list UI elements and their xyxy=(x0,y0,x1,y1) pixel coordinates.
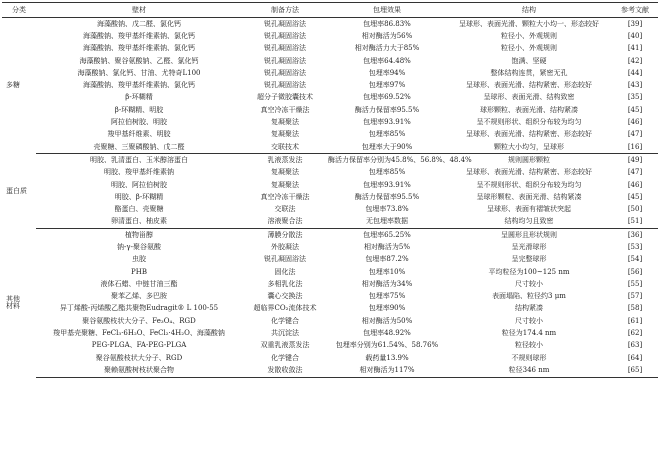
structure-cell: 球形颗粒、表面光滑、结构紧凑 xyxy=(480,105,578,114)
wall-material-cell: 海藻酸钠、羧甲基纤维素钠、氯化钙 xyxy=(83,81,195,90)
structure-cell: 平均粒径为100~125 nm xyxy=(488,267,570,276)
reference-cell: [64] xyxy=(627,353,643,362)
encapsulation-effect-cell: 包埋率73.8% xyxy=(365,205,409,214)
reference-cell: [39] xyxy=(627,19,643,28)
encapsulation-effect-cell: 相对酶活为34% xyxy=(361,279,413,288)
wall-material-cell: 壳聚糖、三聚磷酸钠、戊二醛 xyxy=(36,141,242,154)
structure-cell: 呈球形、表面光滑、结构紧密、形态较好 xyxy=(466,130,592,139)
reference-cell: [47] xyxy=(627,168,643,177)
category-cell: 蛋白质 xyxy=(6,186,27,195)
table-row xyxy=(2,18,658,31)
encapsulation-effect-cell: 酶活力保留率分别为45.8%、56.8%、48.4% xyxy=(328,155,472,164)
structure-cell: 饱满、坚硬 xyxy=(511,56,547,65)
table-row xyxy=(2,55,658,67)
preparation-method-cell: 复凝聚法 xyxy=(271,180,299,189)
reference-cell: [63] xyxy=(627,341,643,350)
encapsulation-effect-cell: 包埋率分别为61.54%、58.76% xyxy=(335,341,439,350)
preparation-method-cell: 交联技术 xyxy=(242,141,328,154)
table-row xyxy=(2,179,658,191)
table-row xyxy=(2,104,658,116)
wall-material-cell: 聚谷氨酸枝状大分子、RGD xyxy=(95,353,183,362)
reference-cell: [41] xyxy=(627,44,643,53)
table-row xyxy=(2,79,658,91)
encapsulation-effect-cell: 包埋率94% xyxy=(368,68,406,77)
table-row xyxy=(2,141,658,154)
table-row xyxy=(2,229,658,242)
table-row xyxy=(2,364,658,377)
encapsulation-effect-cell: 包埋率10% xyxy=(368,267,406,276)
encapsulation-effect-cell: 相对酶活为50% xyxy=(361,316,413,325)
structure-cell: 粒径较小 xyxy=(515,341,543,350)
wall-material-cell: 异丁烯酸-丙烯酸乙酯共聚物Eudragit® L 100-55 xyxy=(59,304,219,313)
encapsulation-effect-cell: 包埋率93.91% xyxy=(363,180,411,189)
preparation-method-cell: 多相乳化法 xyxy=(267,279,303,288)
microencapsulation-table xyxy=(2,2,658,378)
wall-material-cell: 酪蛋白、壳聚糖 xyxy=(114,205,164,214)
reference-cell: [58] xyxy=(627,304,643,313)
reference-cell: [54] xyxy=(627,255,643,264)
structure-cell: 呈光滑球形 xyxy=(511,242,547,251)
wall-material-cell: 海藻酸钠、羧甲基纤维素钠、氯化钙 xyxy=(83,44,195,53)
wall-material-cell: 聚谷氨酸枝状大分子、Fe₃O₄、RGD xyxy=(82,316,196,325)
preparation-method-cell: 锐孔凝固浴法 xyxy=(264,19,306,28)
structure-cell: 呈球形、表面光滑、结构紧密、形态较好 xyxy=(466,168,592,177)
encapsulation-effect-cell: 相对酶活为5% xyxy=(363,242,411,251)
header-wall-material: 壁材 xyxy=(36,3,242,18)
structure-cell: 颗粒大小均匀，呈球形 xyxy=(446,141,612,154)
encapsulation-effect-cell: 包埋率93.91% xyxy=(363,118,411,127)
structure-cell: 呈完整球形 xyxy=(511,255,547,264)
wall-material-cell: 羧甲基纤维素、明胶 xyxy=(107,130,171,139)
wall-material-cell: 明胶、β-环糊精 xyxy=(114,192,164,201)
preparation-method-cell: 真空冷冻干燥法 xyxy=(260,105,310,114)
header-structure: 结构 xyxy=(446,3,612,18)
structure-cell: 呈球形、表面光滑、结构致密 xyxy=(483,93,575,102)
reference-cell: [44] xyxy=(627,68,643,77)
wall-material-cell: 明胶、乳清蛋白、玉米醇溶蛋白 xyxy=(90,155,188,164)
encapsulation-effect-cell: 无包埋率数据 xyxy=(328,216,446,229)
table-row xyxy=(2,266,658,278)
reference-cell: [55] xyxy=(627,279,643,288)
table-row xyxy=(2,67,658,79)
category-cell: 多糖 xyxy=(6,81,20,90)
structure-cell: 呈球形、表面光滑、颗粒大小均一、形态较好 xyxy=(459,19,599,28)
table-row xyxy=(2,154,658,167)
table-row xyxy=(2,327,658,339)
wall-material-cell: 海藻酸钠、聚谷氨酸钠、乙醛、氯化钙 xyxy=(79,56,199,65)
preparation-method-cell: 锐孔凝固浴法 xyxy=(264,56,306,65)
reference-cell: [45] xyxy=(627,105,643,114)
structure-cell: 表面塌陷、粒径约3 μm xyxy=(492,292,566,301)
structure-cell: 结构均匀且致密 xyxy=(446,216,612,229)
preparation-method-cell: 双重乳液蒸发法 xyxy=(260,341,310,350)
wall-material-cell: 卵清蛋白、柚皮素 xyxy=(36,216,242,229)
encapsulation-effect-cell: 包埋率69.52% xyxy=(363,93,411,102)
structure-cell: 粒径小、外观规则 xyxy=(501,44,557,53)
reference-cell: [42] xyxy=(627,56,643,65)
preparation-method-cell: 交联法 xyxy=(274,205,296,214)
reference-cell: [36] xyxy=(627,230,643,239)
encapsulation-effect-cell: 相对酶活为117% xyxy=(328,364,446,377)
header-encapsulation-effect: 包埋效果 xyxy=(328,3,446,18)
table-row xyxy=(2,340,658,352)
encapsulation-effect-cell: 包埋率86.83% xyxy=(363,19,411,28)
table-row xyxy=(2,203,658,215)
table-row xyxy=(2,241,658,253)
reference-cell: [62] xyxy=(627,329,643,338)
table-row xyxy=(2,129,658,141)
wall-material-cell: 羧甲基壳聚糖、FeCl₃·6H₂O、FeCl₂·4H₂O、海藻酸钠 xyxy=(53,329,225,338)
encapsulation-effect-cell: 酶活力保留率95.5% xyxy=(354,105,420,114)
preparation-method-cell: 超临界CO₂流体技术 xyxy=(253,304,317,313)
reference-cell: [61] xyxy=(627,316,643,325)
preparation-method-cell: 真空冷冻干燥法 xyxy=(260,192,310,201)
encapsulation-effect-cell: 包埋率75% xyxy=(368,292,406,301)
wall-material-cell: 明胶、阿拉伯树胶 xyxy=(111,180,167,189)
reference-cell: [49] xyxy=(627,155,643,164)
preparation-method-cell: 发散收敛法 xyxy=(242,364,328,377)
table-row xyxy=(2,254,658,266)
encapsulation-effect-cell: 酶活力保留率95.5% xyxy=(354,192,420,201)
table-body xyxy=(2,18,658,378)
structure-cell: 粒径为174.4 nm xyxy=(501,329,557,338)
table-row xyxy=(2,315,658,327)
encapsulation-effect-cell: 包埋率85% xyxy=(368,168,406,177)
preparation-method-cell: 锐孔凝固浴法 xyxy=(264,255,306,264)
preparation-method-cell: 囊心交换法 xyxy=(267,292,303,301)
wall-material-cell: 液体石蜡、中链甘油三酯 xyxy=(100,279,178,288)
structure-cell: 粒径小、外观规则 xyxy=(501,31,557,40)
reference-cell: [46] xyxy=(627,180,643,189)
wall-material-cell: 聚苯乙烯、多巴胺 xyxy=(111,292,167,301)
structure-cell: 呈球形颗粒、表面光滑、结构紧凑 xyxy=(476,192,582,201)
encapsulation-effect-cell: 包埋率85% xyxy=(368,130,406,139)
preparation-method-cell: 复凝聚法 xyxy=(271,168,299,177)
table-row xyxy=(2,167,658,179)
preparation-method-cell: 溶液聚合法 xyxy=(242,216,328,229)
wall-material-cell: 海藻酸钠、氯化钙、甘油、尤特奇L100 xyxy=(77,68,201,77)
table-row xyxy=(2,291,658,303)
preparation-method-cell: 共沉淀法 xyxy=(271,329,299,338)
table-row xyxy=(2,30,658,42)
structure-cell: 不规则球形 xyxy=(511,353,547,362)
wall-material-cell: 阿拉伯树胶、明胶 xyxy=(111,118,167,127)
structure-cell: 呈圆形且形状规则 xyxy=(501,230,557,239)
encapsulation-effect-cell: 包埋率97% xyxy=(368,81,406,90)
preparation-method-cell: 锐孔凝固浴法 xyxy=(264,68,306,77)
encapsulation-effect-cell: 包埋率90% xyxy=(368,304,406,313)
reference-cell: [51] xyxy=(612,216,658,229)
structure-cell: 规则圆形颗粒 xyxy=(508,155,550,164)
reference-cell: [46] xyxy=(627,118,643,127)
table-row xyxy=(2,191,658,203)
preparation-method-cell: 固化法 xyxy=(274,267,296,276)
reference-cell: [43] xyxy=(627,81,643,90)
wall-material-cell: 聚赖氨酸树枝状聚合物 xyxy=(36,364,242,377)
encapsulation-effect-cell: 包埋率大于90% xyxy=(328,141,446,154)
encapsulation-effect-cell: 相对酶活力大于85% xyxy=(354,44,420,53)
structure-cell: 呈不规则形状、组织分布较为均匀 xyxy=(476,180,582,189)
encapsulation-effect-cell: 载药量13.9% xyxy=(365,353,409,362)
wall-material-cell: PEG-PLGA、FA-PEG-PLGA xyxy=(91,341,187,350)
preparation-method-cell: 锐孔凝固浴法 xyxy=(264,31,306,40)
preparation-method-cell: 化学键合 xyxy=(271,316,299,325)
reference-cell: [65] xyxy=(612,364,658,377)
wall-material-cell: 钠-γ-聚谷氨酸 xyxy=(117,242,161,251)
structure-cell: 粒径346 nm xyxy=(446,364,612,377)
header-preparation-method: 制备方法 xyxy=(242,3,328,18)
wall-material-cell: 植物甾醇 xyxy=(125,230,153,239)
reference-cell: [50] xyxy=(627,205,643,214)
structure-cell: 整体结构连贯，紧密无孔 xyxy=(490,68,568,77)
preparation-method-cell: 超分子微胶囊技术 xyxy=(257,93,313,102)
structure-cell: 呈球形、表面光滑、结构紧密、形态较好 xyxy=(466,81,592,90)
encapsulation-effect-cell: 包埋率87.2% xyxy=(365,255,409,264)
structure-cell: 尺寸较小 xyxy=(515,279,543,288)
encapsulation-effect-cell: 包埋率65.25% xyxy=(363,230,411,239)
reference-cell: [56] xyxy=(627,267,643,276)
wall-material-cell: PHB xyxy=(131,267,147,276)
structure-cell: 结构紧凑 xyxy=(515,304,543,313)
table-row xyxy=(2,116,658,128)
structure-cell: 呈不规则形状、组织分布较为均匀 xyxy=(476,118,582,127)
table-row xyxy=(2,278,658,290)
reference-cell: [53] xyxy=(627,242,643,251)
encapsulation-effect-cell: 包埋率64.48% xyxy=(363,56,411,65)
table-row xyxy=(2,43,658,55)
preparation-method-cell: 锐孔凝固浴法 xyxy=(264,44,306,53)
header-reference: 参考文献 xyxy=(612,3,658,18)
header-row xyxy=(2,3,658,18)
wall-material-cell: β-环糊精、明胶 xyxy=(114,105,164,114)
table-row xyxy=(2,352,658,364)
preparation-method-cell: 复凝聚法 xyxy=(271,118,299,127)
preparation-method-cell: 外胶凝法 xyxy=(271,242,299,251)
reference-cell: [45] xyxy=(627,192,643,201)
reference-cell: [57] xyxy=(627,292,643,301)
reference-cell: [16] xyxy=(612,141,658,154)
preparation-method-cell: 乳液蒸发法 xyxy=(267,155,303,164)
wall-material-cell: 海藻酸钠、戊二醛、氯化钙 xyxy=(97,19,181,28)
table-row xyxy=(2,92,658,104)
category-cell: 其他 材料 xyxy=(6,294,20,310)
preparation-method-cell: 复凝聚法 xyxy=(271,130,299,139)
structure-cell: 呈球形、表面有褶皱状突起 xyxy=(487,205,571,214)
reference-cell: [35] xyxy=(627,93,643,102)
preparation-method-cell: 化学键合 xyxy=(271,353,299,362)
wall-material-cell: 海藻酸钠、羧甲基纤维素钠、氯化钙 xyxy=(83,31,195,40)
wall-material-cell: 明胶、羧甲基纤维素钠 xyxy=(104,168,174,177)
reference-cell: [47] xyxy=(627,130,643,139)
wall-material-cell: 虫胶 xyxy=(132,255,146,264)
encapsulation-effect-cell: 包埋率48.92% xyxy=(363,329,411,338)
wall-material-cell: β-环糊精 xyxy=(125,93,153,102)
header-category: 分类 xyxy=(2,3,36,18)
encapsulation-effect-cell: 相对酶活为56% xyxy=(361,31,413,40)
reference-cell: [40] xyxy=(627,31,643,40)
structure-cell: 尺寸较小 xyxy=(515,316,543,325)
preparation-method-cell: 薄膜分散法 xyxy=(267,230,303,239)
table-row xyxy=(2,303,658,315)
table-row xyxy=(2,216,658,229)
preparation-method-cell: 锐孔凝固浴法 xyxy=(264,81,306,90)
